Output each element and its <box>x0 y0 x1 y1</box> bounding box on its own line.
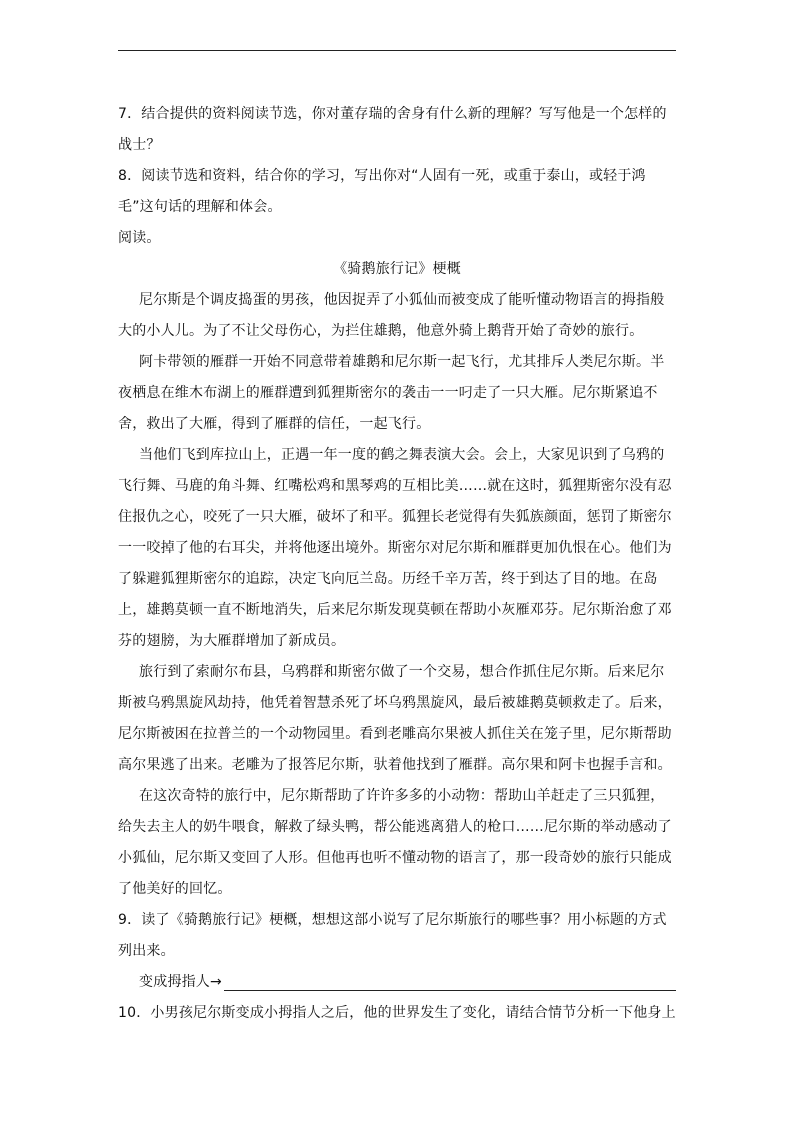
article-title: 《骑鹅旅行记》梗概 <box>333 261 461 277</box>
arrow-right-icon: → <box>210 974 222 990</box>
article-paragraph-3: 当他们飞到库拉山上，正遇一年一度的鹤之舞表演大会。会上，大家见识到了乌鸦的飞行舞、马鹿的角斗舞、红嘴松鸡和黑琴鸡的互相比美……就在这时，狐狸斯密尔没有忍住报仇之心，咬死了一只大雁，破坏了和平。狐狸长老觉得有失狐族颜面，惩罚了斯密尔一一咬掉了他的右耳尖，并将他逐出境外。斯密尔对尼尔斯和雁群更加仇恨在心。他们为了躲避狐狸斯密尔的追踪，决定飞向厄兰岛。历经千辛万苦，终于到达了目的地。在岛上，雄鹅莫顿一直不断地消失，后来尼尔斯发现莫顿在帮助小灰雁邓芬。尼尔斯治愈了邓芬的翅膀，为大雁群增加了新成员。 <box>118 447 672 649</box>
answer-line <box>118 967 676 998</box>
answer-label: 变成拇指人 <box>139 974 210 990</box>
article-paragraph-5: 在这次奇特的旅行中，尼尔斯帮助了许许多多的小动物：帮助山羊赶走了三只狐狸，给失去主人的奶牛喂食，解救了绿头鸭，帮公能逃离猎人的枪口……尼尔斯的举动感动了小狐仙，尼尔斯又变回了人形。但他再也听不懂动物的语言了，那一段奇妙的旅行只能成了他美好的回忆。 <box>118 788 672 897</box>
question-9: 9．读了《骑鹅旅行记》梗概，想想这部小说写了尼尔斯旅行的哪些事？用小标题的方式列出来。 <box>118 912 667 959</box>
article-paragraph-4: 旅行到了索耐尔布县，乌鸦群和斯密尔做了一个交易，想合作抓住尼尔斯。后来尼尔斯被乌鸦黑旋风劫持，他凭着智慧杀死了坏乌鸦黑旋风，最后被雄鹅莫顿救走了。后来，尼尔斯被困在拉普兰的一个动物园里。看到老雕高尔果被人抓住关在笼子里，尼尔斯帮助高尔果逃了出来。老雕为了报答尼尔斯，驮着他找到了雁群。高尔果和阿卡也握手言和。 <box>118 664 672 773</box>
question-8: 8．阅读节选和资料，结合你的学习，写出你对“人固有一死，或重于泰山，或轻于鸿毛”这句话的理解和体会。 <box>118 168 646 215</box>
document-body <box>118 99 676 1029</box>
reading-label: 阅读。 <box>118 230 161 246</box>
header-rule <box>118 50 676 51</box>
question-7: 7．结合提供的资料阅读节选，你对董存瑞的舍身有什么新的理解？写写他是一个怎样的战士？ <box>118 106 667 153</box>
article-paragraph-1: 尼尔斯是个调皮捣蛋的男孩，他因捉弄了小狐仙而被变成了能听懂动物语言的拇指般大的小人儿。为了不让父母伤心，为拦住雄鹅，他意外骑上鹅背开始了奇妙的旅行。 <box>118 292 665 339</box>
question-10: 10．小男孩尼尔斯变成小拇指人之后，他的世界发生了变化，请结合情节分析一下他身上 <box>118 1005 676 1021</box>
article-paragraph-2: 阿卡带领的雁群一开始不同意带着雄鹅和尼尔斯一起飞行，尤其排斥人类尼尔斯。半夜栖息在维木布湖上的雁群遭到狐狸斯密尔的袭击一一叼走了一只大雁。尼尔斯紧追不舍，救出了大雁，得到了雁群的信任，一起飞行。 <box>118 354 665 432</box>
answer-blank[interactable] <box>224 968 676 991</box>
